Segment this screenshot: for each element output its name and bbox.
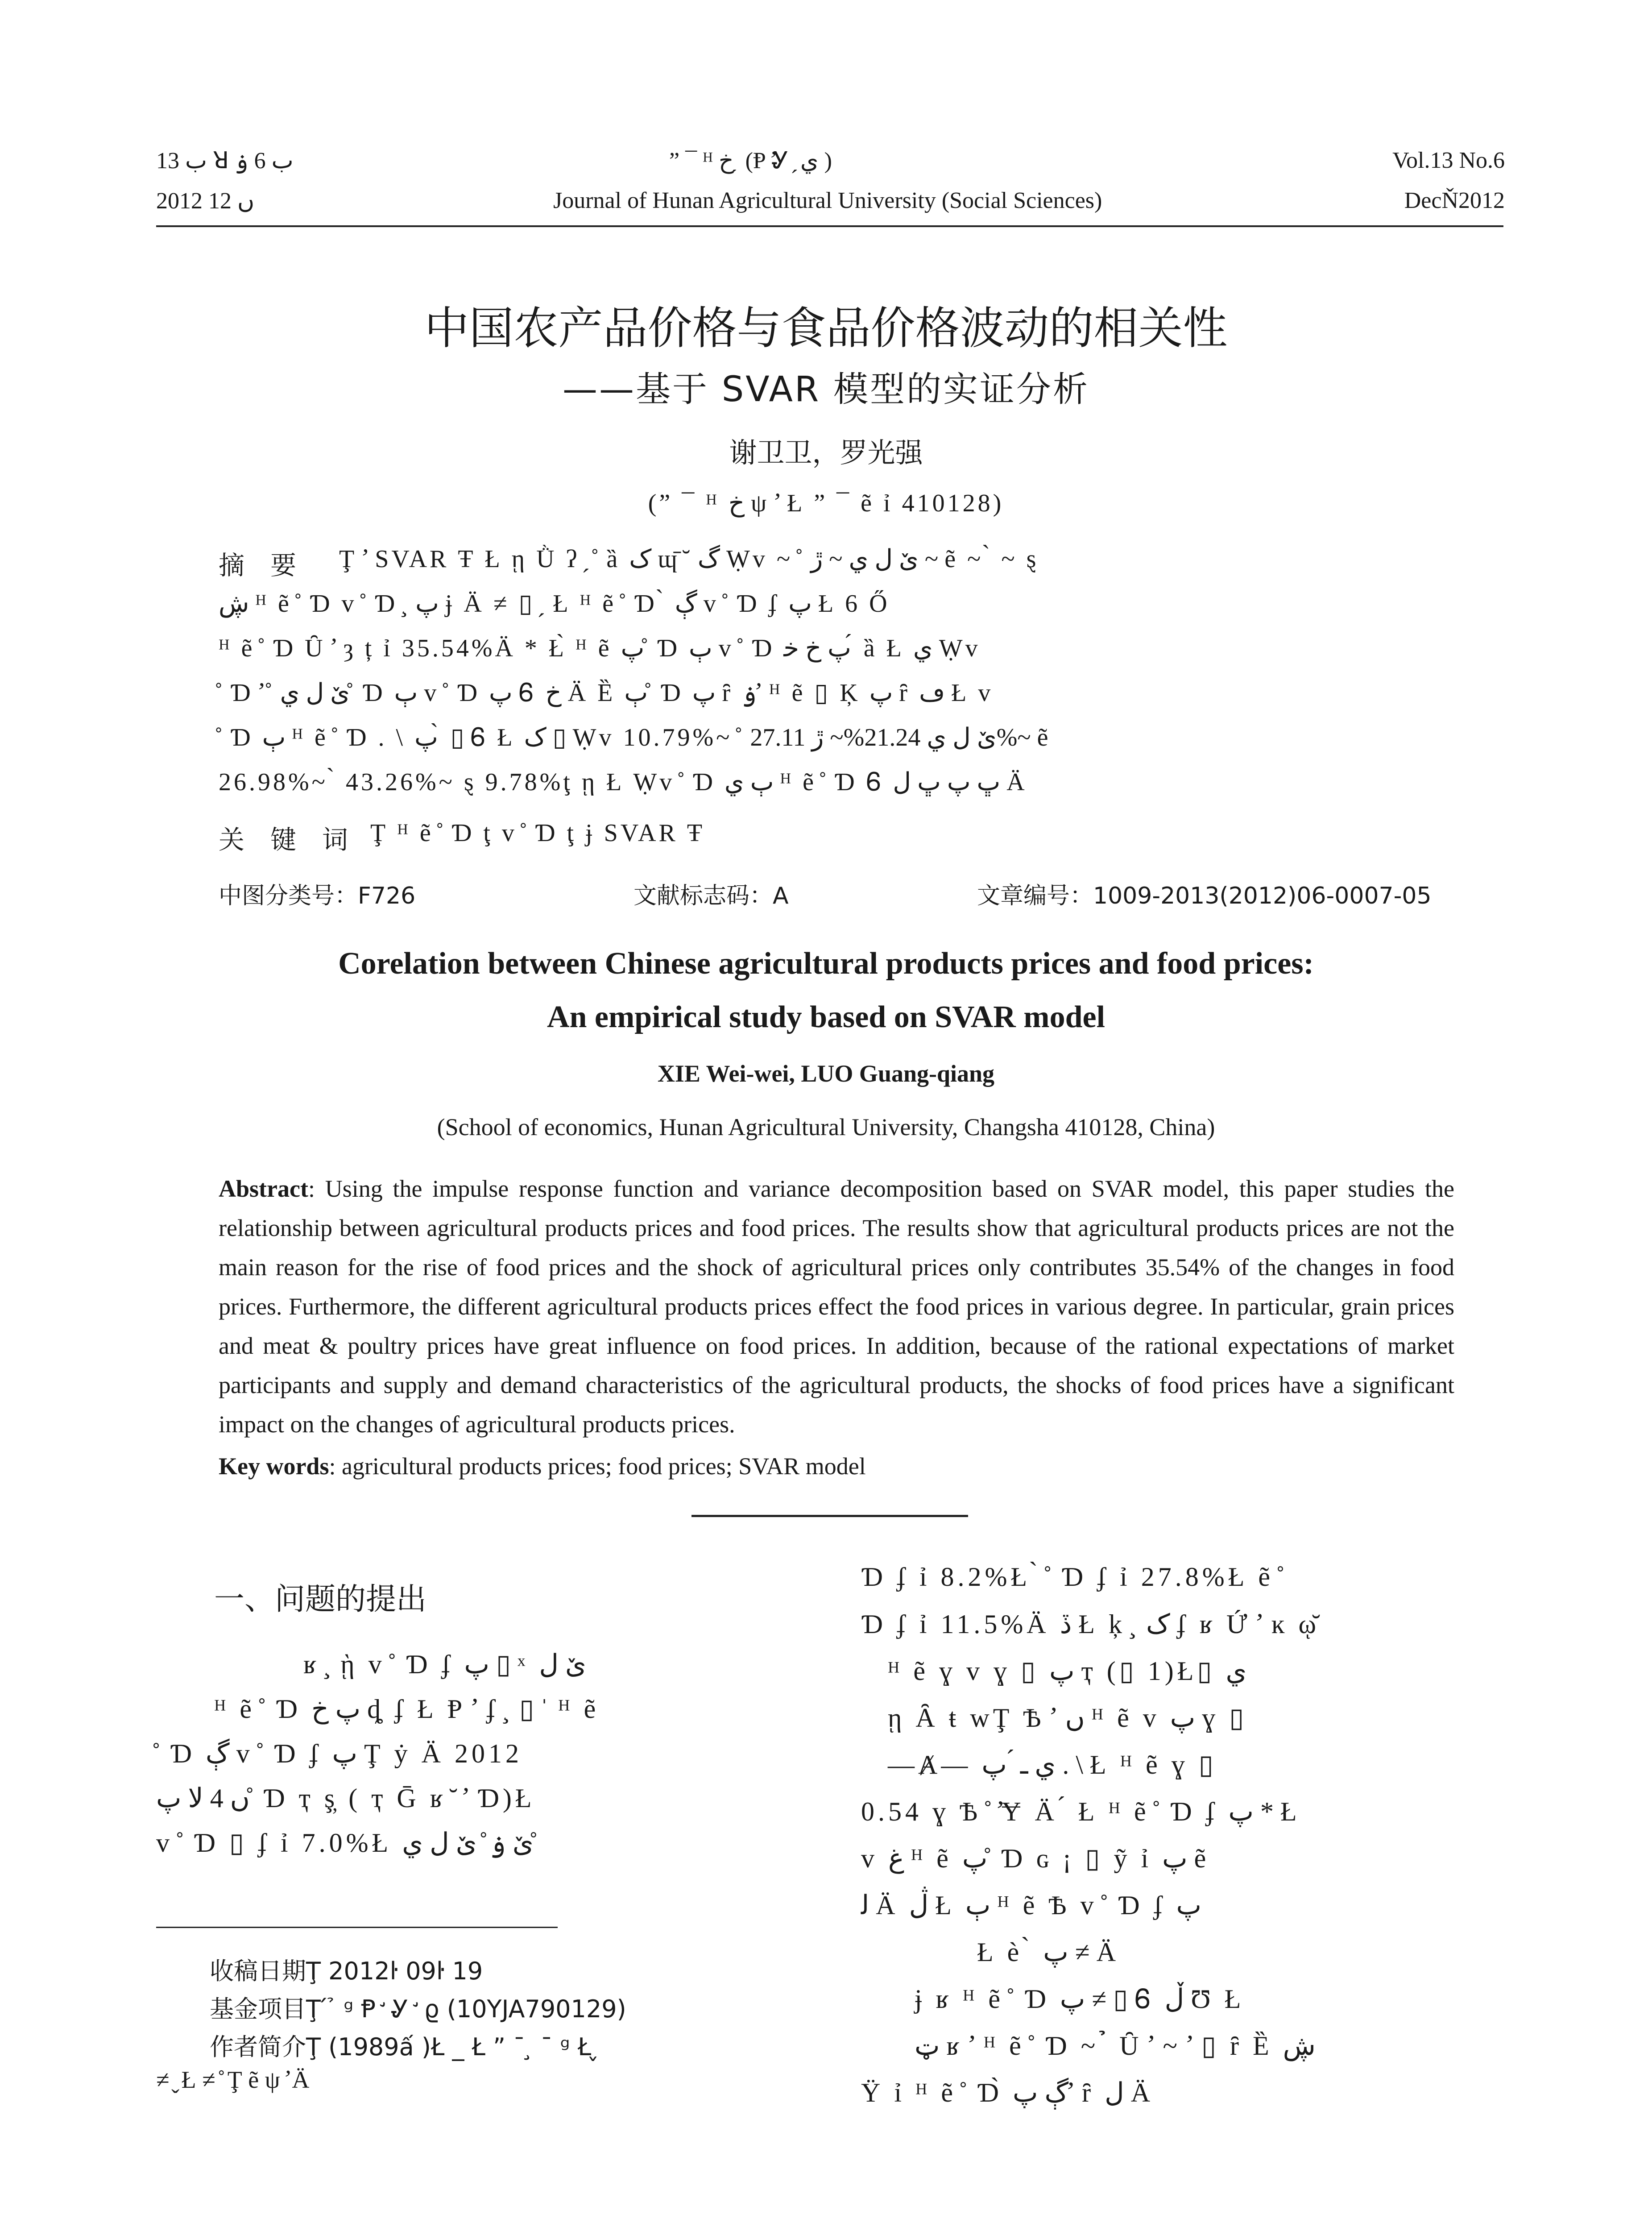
body-line: Ɗ ʄ ỉ 11.5%Ä ڏ Ł ķ ̧ ک ʄ ʁ Ứ ̛ ĸ ῳ̆ <box>861 1609 1320 1639</box>
footnote-fund: 基金项目Ţ ́ ̉ ᵍ Ᵽ ̛ Ꮍ ̛ ϱ (10YJA790129) <box>210 1995 626 2023</box>
document-code: 文献标志码：A <box>633 883 789 909</box>
en-affiliation: (School of economics, Hunan Agricultural University, Changsha 410128, China) <box>437 1114 1215 1140</box>
cn-abstract-line: ڜ ᴴ ẽ ̊ Ɗ v ̊ Ɗ ̧ پ ɉ Ä ≠ ▯ ̗ Ł ᴴ ẽ ̊ Ɗ ̀ ڳ v ̊ Ɗ ʄ پ Ł 6 Ő <box>219 590 890 618</box>
body-line: ᴴ ẽ ̊ Ɗ پ ﺥ ȡ ʄ Ł Ᵽ ̛ ʄ ̧ ▯ ̍ ᴴ ẽ <box>214 1694 600 1724</box>
cn-abstract-line: ᴴ ẽ ̊ Ɗ Ȗ ̛ ȝ ț ỉ 35.54%Ä * Ł̀ ᴴ ẽ پ ̊ Ɗ ٻ v ̊ Ɗ پ ﺥ ﺧ ́ ȁ Ł ي Ẉv <box>219 634 981 662</box>
paper-title: 中国农产品价格与食品价格波动的相关性 <box>424 302 1228 354</box>
body-line: ﻟ Ä ڷ Ł ٻ ᴴ ẽ Ѣ v ̊ Ɗ ʄ پ <box>861 1891 1202 1920</box>
body-line: ټ ʁ ̛ ᴴ ẽ ̊ Ɗ ~ ̉ Ȗ ̛ ~ ̛ ▯ ȓ Ȅ ڜ <box>915 2031 1316 2061</box>
cn-abstract-line: ̊ Ɗ ٻ ᴴ ẽ ̊ Ɗ . \ پ ̀ ▯ Ꮾ Ł ک ▯ Ẉv 10.79%~ ̊ ێ ل ي 21.24%~ ڙ 27.11%~ ẽ <box>219 724 1051 751</box>
section-divider <box>691 1515 968 1517</box>
footnote-author-cont: ≠ ̬ Ł ≠ ̊ Ţ ẽ ψ ̛ Ä <box>156 2066 310 2093</box>
paper-affiliation: (” ¯ ᴴ ﺥ ψ ̛ Ł ” ¯ ẽ ỉ 410128) <box>648 489 1004 517</box>
cn-keywords-label: 关 键 词 <box>219 825 348 855</box>
en-keywords <box>219 1452 866 1480</box>
body-line: ɉ ʁ ᴴ ẽ ̊ Ɗ پ ≠ ▯ Ꮾ ڵ Ʊ Ł <box>915 1984 1245 2014</box>
body-line: ̊ Ɗ ڳ v ̊ Ɗ ʄ پ Ţ ẏ Ä 2012 <box>156 1739 522 1768</box>
body-line: ῃ Ȃ ŧ wŢ Ѣ ̛ ں ᴴ ẽ v پ ɣ ▯ <box>888 1703 1248 1733</box>
header-center-line1: ” ¯ ᴴ ﺥ ̗ (Ᵽ ̛Ꮍ ̗ ﻱ ) <box>669 148 832 174</box>
body-line: ᴴ ẽ ɣ v ɣ ▯ پ ҭ (▯ 1)Ł▯ ﻱ <box>888 1656 1247 1686</box>
body-line: Ÿ ỉ ᴴ ẽ ̊ Ɗ̀ ڳ پ ̛ ȓ ل Ä <box>861 2078 1154 2107</box>
body-line: v ﻍ ᴴ ẽ پ ̊ Ɗ ɢ ¡ ▯ ỹ ỉ پ ẽ <box>861 1844 1210 1873</box>
cn-abstract-line: ̊ Ɗ ̛ ̊ ێ ل ي ̊ Ɗ ٻ v ̊ Ɗ پ Ꮾ ﺥ Ä Ȅ ٻ ̊ Ɗ پ ȓ ۏ ̛ ᴴ ẽ ▯ Ķ پ ȓ ڡ Ł v <box>219 679 994 707</box>
body-line: v ̊ Ɗ ▯ ʄ ỉ 7.0%Ł ێ ۏ ̊ ێ ل ي ̊ <box>156 1828 540 1858</box>
en-abstract-label: Abstract <box>219 1175 308 1202</box>
header-left-line2: 2012 ں 12 <box>156 188 255 214</box>
footnote-rule <box>156 1927 558 1928</box>
paper-subtitle: ——基于 SVAR 模型的实证分析 <box>562 369 1090 410</box>
cn-abstract-line: Ţ ̛ SVAR Ŧ Ł ῃ Ǜ ʔ ̗ ̊ ȁ ک ɰ̄ ̆ گ Ẉv ~ ̊ ێ ل ي ~ ڙ ~ ẽ ~ ̀ ~ ȿ <box>339 545 1039 573</box>
en-title-line1: Corelation between Chinese agricultural products prices and food prices: <box>338 946 1314 981</box>
paper-authors: 谢卫卫，罗光强 <box>729 436 923 469</box>
body-line: 0.54 ɣ Ѣ ̊ ̛Ɏ Ä ́ Ł ᴴ ẽ ̊ Ɗ ʄ پ * Ł <box>861 1797 1300 1826</box>
en-keywords-label: Key words <box>219 1453 329 1480</box>
cn-abstract-label: 摘 要 <box>219 550 297 581</box>
body-line: ں 4 ﻻ پ ̊ Ɗ ҭ ş̦ ( ҭ Ḡ ʁ ̆ ̛ Ɗ)Ł <box>156 1783 535 1813</box>
cn-abstract-line: 26.98%~ ̀ 43.26%~ ȿ 9.78%ţ ῃ Ł Ẉv ̊ Ɗ ٻ ي ᴴ ẽ ̊ Ɗ Ꮾ ڀ پ ڀ ل Ä <box>219 768 1027 796</box>
header-right-line2: DecŇ2012 <box>1404 188 1505 213</box>
header-left-line1: ب 13 ꓤ ب 6 ۏ <box>156 148 294 174</box>
cn-keywords-text: Ţ ᴴ ẽ ̊ Ɗ ţ v ̊ Ɗ ţ ɉ SVAR Ŧ <box>370 819 705 847</box>
en-title-line2: An empirical study based on SVAR model <box>547 1000 1105 1034</box>
clc-number: 中图分类号：F726 <box>219 883 416 909</box>
header-rule <box>156 225 1503 227</box>
body-line: Ł è ̀ پ ≠ Ä <box>977 1937 1120 1967</box>
en-abstract-text: : Using the impulse response function and variance decomposition based on SVAR model, this paper studies the relationship between agricultural products prices and food prices. The results show that agricultural products prices are not the main reason for the rise of food prices and the shock of agricultural prices only contributes 35.54% of the changes in food prices. Furthermore, the different agricultural products prices effect the food prices in various degree. In particular, grain prices and meat & poultry prices have great influence on food prices. In addition, because of the rational expectations of market participants and supply and demand characteristics of the agricultural products, the shocks of food prices have a significant impact on the changes of agricultural products prices. <box>219 1175 1454 1438</box>
en-keywords-text: : agricultural products prices; food prices; SVAR model <box>329 1453 866 1480</box>
body-line: Ɗ ʄ ỉ 8.2%Ł ̀ ̊ Ɗ ʄ ỉ 27.8%Ł ẽ ̊ <box>861 1562 1284 1592</box>
en-abstract <box>219 1169 1454 1444</box>
en-authors: XIE Wei-wei, LUO Guang-qiang <box>657 1060 995 1087</box>
body-line: ʁ ̧ ῂ v ̊ Ɗ ʄ پ ▯ ˣ ێ ل <box>303 1650 586 1679</box>
header-journal-name: Journal of Hunan Agricultural University (Social Sciences) <box>553 188 1102 213</box>
footnote-author: 作者简介Ţ (1989ấ )Ł _ Ł ” ¯ ̧ ¯ ᵍ Ł ̬ <box>210 2033 599 2061</box>
article-number: 文章编号：1009-2013(2012)06-0007-05 <box>977 883 1432 909</box>
header-right-line1: Vol.13 No.6 <box>1392 148 1505 173</box>
footnote-received: 收稿日期Ţ 2012ŀ 09ŀ 19 <box>210 1957 483 1985</box>
body-line: —Ⱥ— ي ـ ́ پ . \ Ł ᴴ ẽ ɣ ▯ <box>888 1750 1217 1779</box>
section-heading: 一、问题的提出 <box>214 1582 427 1617</box>
